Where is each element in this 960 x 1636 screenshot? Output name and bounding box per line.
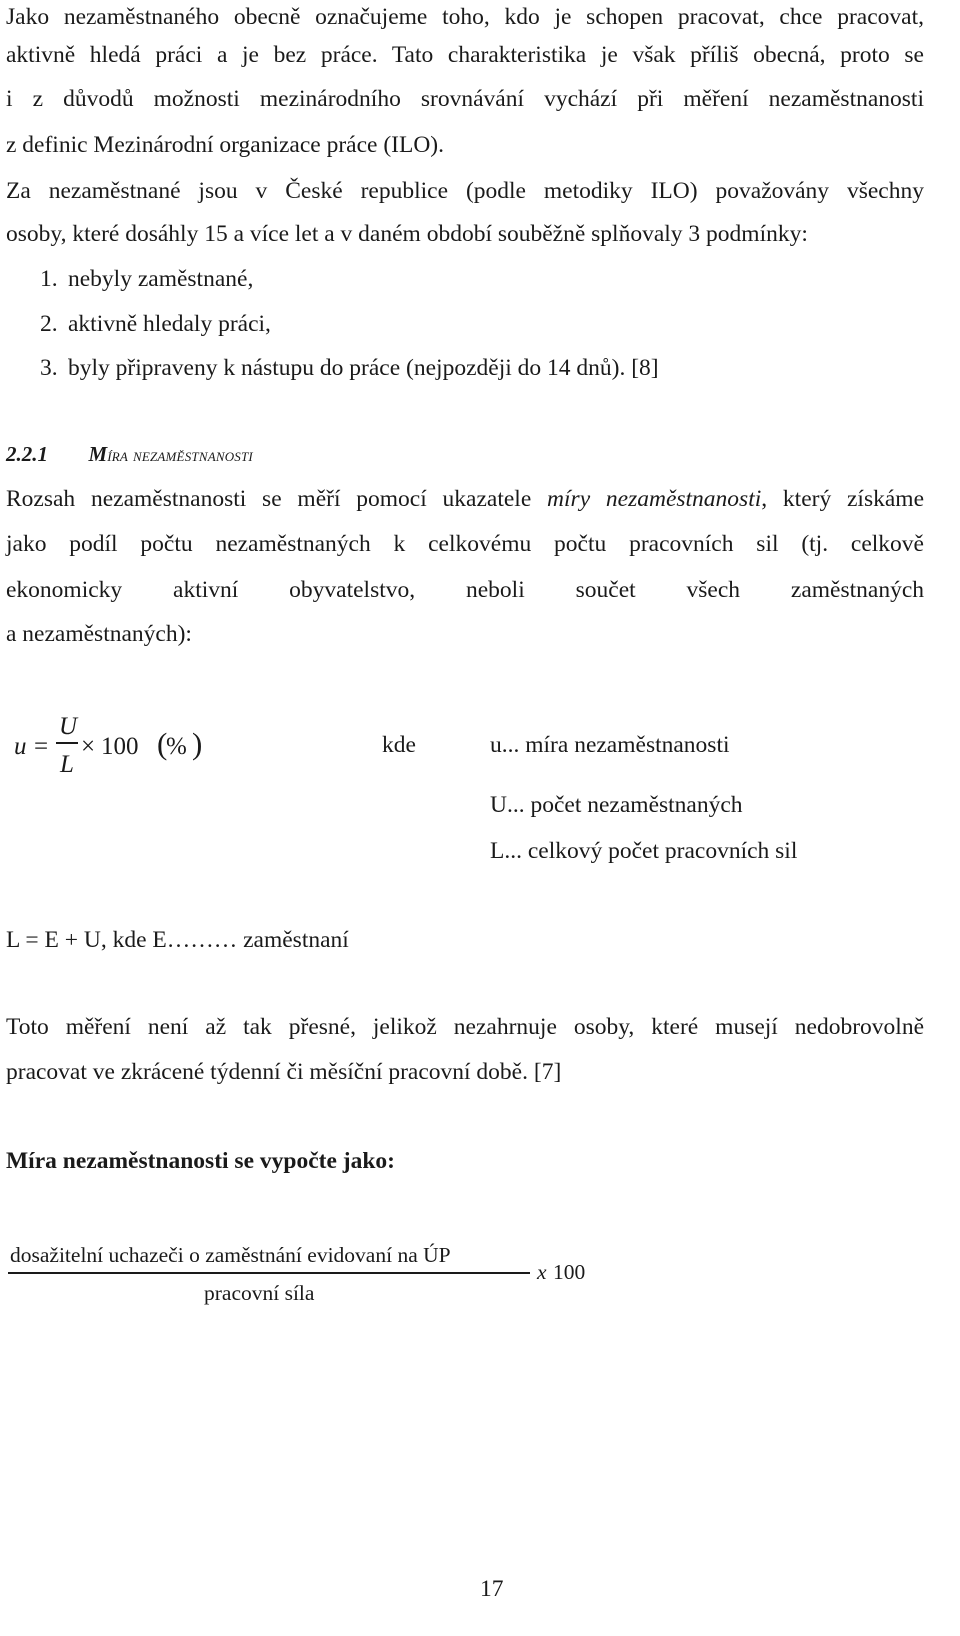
condition-number: 2. bbox=[40, 311, 58, 337]
condition-number: 1. bbox=[40, 266, 58, 292]
formula-lhs: u bbox=[14, 733, 27, 760]
definition-text: počet nezaměstnaných bbox=[524, 792, 743, 818]
section-heading bbox=[6, 444, 253, 465]
formula-factor: 100 bbox=[101, 733, 139, 760]
definition-symbol: u bbox=[490, 732, 502, 758]
paragraph-3-line-2: jako podíl počtu nezaměstnaných k celkovému počtu pracovních sil (tj. celkově bbox=[6, 531, 924, 557]
formula-equals: = bbox=[34, 733, 49, 760]
page-number: 17 bbox=[480, 1576, 504, 1602]
paragraph-4-line-2: pracovat ve zkrácené týdenní či měsíční pracovní době. [7] bbox=[6, 1059, 562, 1085]
formula-numerator: U bbox=[59, 713, 78, 740]
paragraph-1-line-4: z definic Mezinárodní organizace práce (ILO). bbox=[6, 132, 444, 158]
paragraph-3-text: Rozsah nezaměstnanosti se měří pomocí ukazatele bbox=[6, 486, 548, 512]
definition-U bbox=[490, 794, 743, 818]
definition-L bbox=[490, 840, 797, 864]
section-number: 2.2.1 bbox=[6, 442, 48, 466]
definition-u bbox=[490, 734, 730, 758]
condition-text: byly připraveny k nástupu do práce (nejpozději do 14 dnů). [8] bbox=[68, 355, 659, 381]
formula-times: × bbox=[81, 733, 96, 760]
formula2-multiplier-value: 100 bbox=[553, 1260, 586, 1284]
formula-paren-open: ( bbox=[157, 726, 168, 761]
paragraph-1-line-3: i z důvodů možnosti mezinárodního srovnávání vychází při měření nezaměstnanosti bbox=[6, 86, 924, 112]
section-title-initial: M bbox=[88, 442, 108, 466]
definition-dots: ... bbox=[504, 838, 522, 864]
paragraph-1-line-2: aktivně hledá práci a je bez práce. Tato charakteristika je však příliš obecná, proto se bbox=[6, 42, 924, 68]
definition-symbol: U bbox=[490, 792, 507, 818]
condition-text: aktivně hledaly práci, bbox=[68, 311, 271, 337]
paragraph-3-line-3: ekonomicky aktivní obyvatelstvo, neboli součet všech zaměstnaných bbox=[6, 577, 924, 603]
section-title: íra nezaměstnanosti bbox=[107, 445, 253, 466]
condition-number: 3. bbox=[40, 355, 58, 381]
paragraph-1-line-1: Jako nezaměstnaného obecně označujeme toho, kdo je schopen pracovat, chce pracovat, bbox=[6, 4, 924, 30]
paragraph-3-text: , který získáme bbox=[761, 486, 924, 512]
labor-force-equation: L = E + U, kde E……… zaměstnaní bbox=[6, 927, 349, 953]
formula-fraction-bar bbox=[56, 742, 78, 744]
paragraph-3-emphasis: míry nezaměstnanosti bbox=[547, 486, 762, 512]
paragraph-2-line-2: osoby, které dosáhly 15 a více let a v daném období souběžně splňovaly 3 podmínky: bbox=[6, 221, 808, 247]
formula-unit: % bbox=[166, 733, 187, 760]
definition-text: míra nezaměstnanosti bbox=[519, 732, 730, 758]
formula2-multiplier-x: x bbox=[537, 1260, 547, 1284]
formula-kde: kde bbox=[382, 732, 416, 758]
paragraph-3-line-4: a nezaměstnaných): bbox=[6, 621, 192, 647]
formula2-denominator: pracovní síla bbox=[204, 1281, 315, 1305]
formula2-numerator: dosažitelní uchazeči o zaměstnání evidovaní na ÚP bbox=[10, 1243, 451, 1267]
calculation-heading: Míra nezaměstnanosti se vypočte jako: bbox=[6, 1148, 395, 1174]
paragraph-4-line-1: Toto měření není až tak přesné, jelikož nezahrnuje osoby, které musejí nedobrovolně bbox=[6, 1014, 924, 1040]
formula-paren-close: ) bbox=[192, 726, 203, 761]
formula2-fraction-bar bbox=[8, 1272, 530, 1274]
paragraph-3-line-1 bbox=[6, 488, 924, 512]
formula-denominator: L bbox=[60, 751, 74, 778]
definition-symbol: L bbox=[490, 838, 505, 864]
condition-text: nebyly zaměstnané, bbox=[68, 266, 254, 292]
definition-text: celkový počet pracovních sil bbox=[521, 838, 798, 864]
definition-dots: ... bbox=[506, 792, 525, 818]
definition-dots: ... bbox=[501, 732, 520, 758]
paragraph-2-line-1: Za nezaměstnané jsou v České republice (podle metodiky ILO) považovány všechny bbox=[6, 178, 924, 204]
